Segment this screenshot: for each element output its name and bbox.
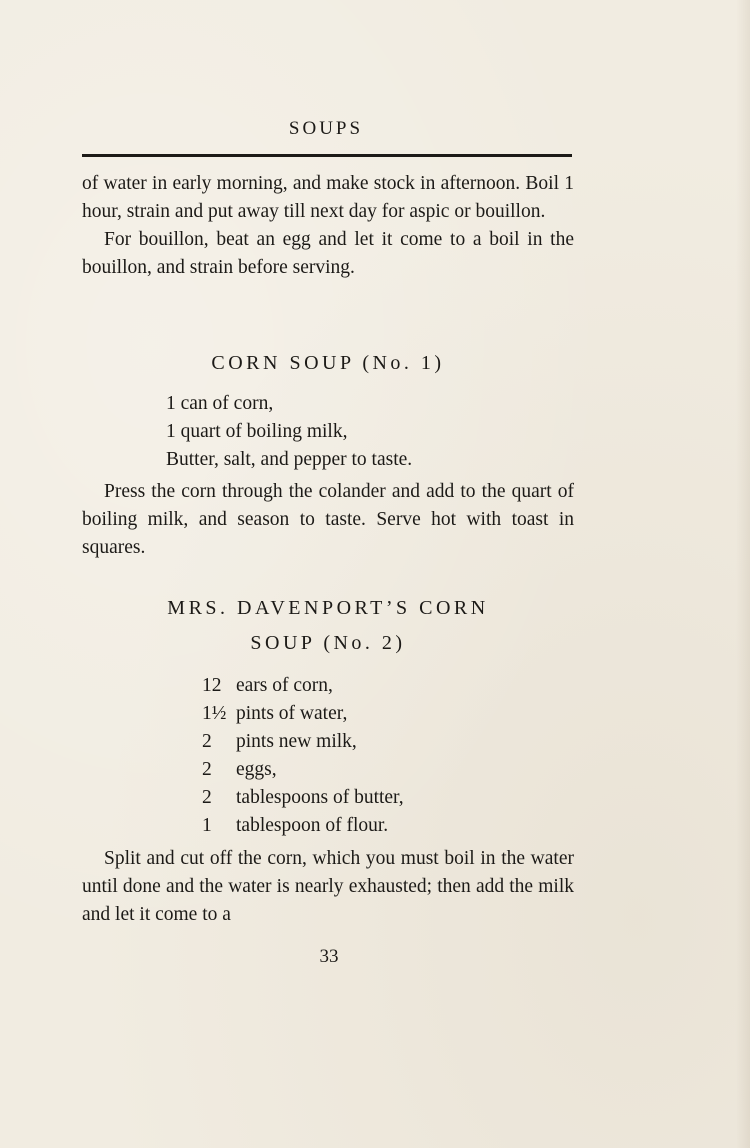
continued-paragraph: of water in early morning, and make stock in afternoon. Boil 1 hour, strain and put away till next day for aspic or bouillon. [82,173,574,222]
page-number: 33 [319,946,339,967]
ingredient-list-davenport [202,672,404,840]
ingredient-line: 1 can of corn, [166,393,274,414]
header-rule [82,154,572,157]
ingredient-quantity: 2 [202,787,212,808]
ingredient-line: 1 quart of boiling milk, [166,421,348,442]
ingredient-item: tablespoon of flour. [236,815,389,836]
ingredient-line [202,728,404,756]
ingredient-quantity: 2 [202,731,212,752]
ingredient-quantity: 2 [202,759,212,780]
ingredient-item: pints new milk, [236,731,357,752]
directions-paragraph: Split and cut off the corn, which you must boil in the water until done and the water is nearly exhausted; then add the milk and let it come to a [82,848,574,925]
recipe-title-corn-soup-1: CORN SOUP (No. 1) [211,352,445,374]
ingredient-item: pints of water, [236,703,348,724]
ingredient-line [202,672,404,700]
ingredient-quantity: 1 [202,815,212,836]
ingredient-line [202,784,404,812]
continued-text-block [82,170,574,282]
ingredient-item: ears of corn, [236,675,333,696]
ingredient-line: Butter, salt, and pepper to taste. [166,449,413,470]
bouillon-paragraph: For bouillon, beat an egg and let it come to a boil in the bouillon, and strain before serving. [82,229,574,278]
ingredient-list-corn-soup-1 [166,390,412,474]
recipe-title-davenport-line2: SOUP (No. 2) [250,632,406,654]
running-head: SOUPS [288,118,364,139]
recipe-title-davenport-line1: MRS. DAVENPORT’S CORN [167,597,489,619]
page-edge-shadow [736,0,750,1148]
ingredient-item: eggs, [236,759,277,780]
ingredient-quantity: 12 [202,675,222,696]
directions-block-davenport [82,845,574,929]
ingredient-line [202,812,404,840]
ingredient-line [202,700,404,728]
ingredient-line [202,756,404,784]
directions-paragraph: Press the corn through the colander and add to the quart of boiling milk, and season to taste. Serve hot with toast in squares. [82,481,574,558]
ingredient-item: tablespoons of butter, [236,787,404,808]
ingredient-quantity: 1½ [202,703,227,724]
directions-block-corn-soup-1 [82,478,574,562]
